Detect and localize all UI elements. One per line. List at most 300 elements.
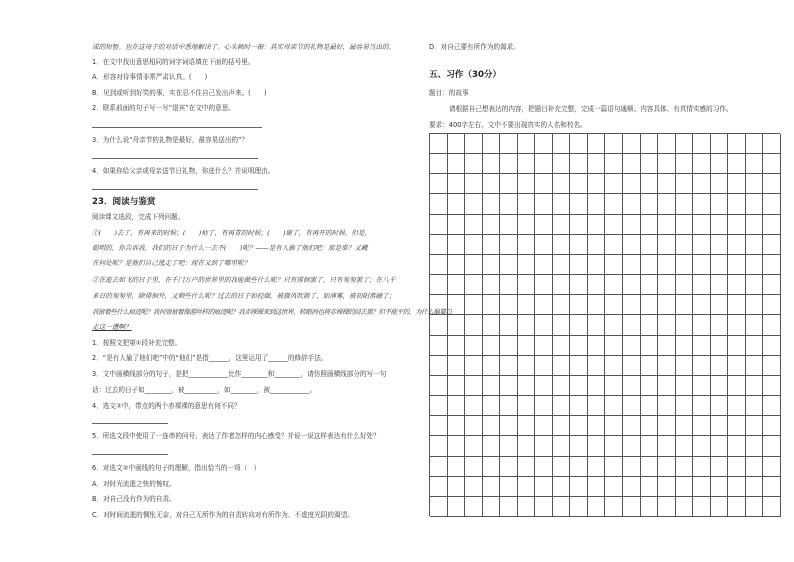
grid-cell[interactable] — [623, 315, 641, 334]
grid-cell[interactable] — [676, 356, 694, 375]
grid-cell[interactable] — [676, 497, 694, 516]
grid-cell[interactable] — [658, 275, 676, 294]
grid-cell[interactable] — [465, 356, 483, 375]
grid-cell[interactable] — [623, 275, 641, 294]
grid-cell[interactable] — [430, 154, 448, 173]
grid-cell[interactable] — [623, 336, 641, 355]
grid-cell[interactable] — [711, 255, 729, 274]
grid-cell[interactable] — [676, 457, 694, 476]
grid-cell[interactable] — [430, 235, 448, 254]
grid-cell[interactable] — [535, 356, 553, 375]
grid-cell[interactable] — [658, 194, 676, 213]
grid-cell[interactable] — [518, 436, 536, 455]
grid-cell[interactable] — [728, 134, 746, 153]
grid-cell[interactable] — [483, 356, 501, 375]
grid-cell[interactable] — [658, 215, 676, 234]
grid-cell[interactable] — [641, 235, 659, 254]
grid-cell[interactable] — [693, 436, 711, 455]
grid-cell[interactable] — [430, 275, 448, 294]
grid-cell[interactable] — [676, 255, 694, 274]
grid-cell[interactable] — [465, 315, 483, 334]
grid-cell[interactable] — [763, 477, 781, 496]
grid-cell[interactable] — [430, 255, 448, 274]
grid-cell[interactable] — [535, 275, 553, 294]
grid-cell[interactable] — [553, 497, 571, 516]
grid-cell[interactable] — [711, 295, 729, 314]
grid-cell[interactable] — [553, 174, 571, 193]
grid-cell[interactable] — [746, 235, 764, 254]
grid-cell[interactable] — [430, 174, 448, 193]
grid-cell[interactable] — [588, 154, 606, 173]
grid-cell[interactable] — [728, 215, 746, 234]
grid-cell[interactable] — [465, 215, 483, 234]
grid-cell[interactable] — [483, 134, 501, 153]
grid-cell[interactable] — [658, 477, 676, 496]
grid-cell[interactable] — [483, 154, 501, 173]
composition-grid[interactable] — [429, 133, 780, 516]
grid-cell[interactable] — [483, 477, 501, 496]
grid-cell[interactable] — [465, 416, 483, 435]
grid-cell[interactable] — [606, 376, 624, 395]
grid-cell[interactable] — [535, 497, 553, 516]
grid-cell[interactable] — [535, 396, 553, 415]
grid-cell[interactable] — [606, 235, 624, 254]
grid-cell[interactable] — [448, 315, 466, 334]
grid-cell[interactable] — [676, 215, 694, 234]
grid-cell[interactable] — [518, 295, 536, 314]
grid-cell[interactable] — [535, 174, 553, 193]
grid-cell[interactable] — [570, 315, 588, 334]
grid-cell[interactable] — [658, 174, 676, 193]
grid-cell[interactable] — [535, 315, 553, 334]
grid-cell[interactable] — [570, 457, 588, 476]
grid-cell[interactable] — [448, 376, 466, 395]
grid-cell[interactable] — [746, 376, 764, 395]
grid-cell[interactable] — [658, 315, 676, 334]
grid-cell[interactable] — [465, 235, 483, 254]
grid-cell[interactable] — [535, 134, 553, 153]
grid-cell[interactable] — [588, 255, 606, 274]
grid-cell[interactable] — [693, 477, 711, 496]
grid-cell[interactable] — [465, 436, 483, 455]
grid-cell[interactable] — [693, 457, 711, 476]
grid-cell[interactable] — [746, 315, 764, 334]
grid-cell[interactable] — [570, 356, 588, 375]
grid-cell[interactable] — [606, 255, 624, 274]
grid-cell[interactable] — [676, 436, 694, 455]
grid-cell[interactable] — [606, 154, 624, 173]
grid-cell[interactable] — [588, 295, 606, 314]
grid-cell[interactable] — [606, 315, 624, 334]
grid-cell[interactable] — [763, 497, 781, 516]
grid-cell[interactable] — [641, 436, 659, 455]
grid-cell[interactable] — [500, 215, 518, 234]
grid-cell[interactable] — [553, 356, 571, 375]
grid-cell[interactable] — [693, 255, 711, 274]
grid-cell[interactable] — [606, 396, 624, 415]
grid-cell[interactable] — [518, 275, 536, 294]
grid-cell[interactable] — [500, 174, 518, 193]
grid-cell[interactable] — [535, 477, 553, 496]
grid-cell[interactable] — [588, 396, 606, 415]
grid-cell[interactable] — [570, 255, 588, 274]
grid-cell[interactable] — [711, 315, 729, 334]
grid-cell[interactable] — [693, 174, 711, 193]
grid-cell[interactable] — [500, 356, 518, 375]
grid-cell[interactable] — [623, 356, 641, 375]
grid-cell[interactable] — [535, 295, 553, 314]
grid-cell[interactable] — [500, 275, 518, 294]
grid-cell[interactable] — [570, 295, 588, 314]
grid-cell[interactable] — [553, 255, 571, 274]
grid-cell[interactable] — [763, 376, 781, 395]
grid-cell[interactable] — [641, 315, 659, 334]
grid-cell[interactable] — [676, 416, 694, 435]
grid-cell[interactable] — [500, 457, 518, 476]
grid-cell[interactable] — [711, 497, 729, 516]
grid-cell[interactable] — [746, 194, 764, 213]
grid-cell[interactable] — [570, 134, 588, 153]
grid-cell[interactable] — [588, 457, 606, 476]
grid-cell[interactable] — [553, 396, 571, 415]
grid-cell[interactable] — [693, 315, 711, 334]
grid-cell[interactable] — [623, 457, 641, 476]
grid-cell[interactable] — [623, 215, 641, 234]
grid-cell[interactable] — [606, 416, 624, 435]
grid-cell[interactable] — [535, 376, 553, 395]
grid-cell[interactable] — [711, 336, 729, 355]
grid-cell[interactable] — [588, 235, 606, 254]
grid-cell[interactable] — [711, 396, 729, 415]
grid-cell[interactable] — [746, 436, 764, 455]
grid-cell[interactable] — [518, 457, 536, 476]
grid-cell[interactable] — [483, 436, 501, 455]
grid-cell[interactable] — [430, 396, 448, 415]
grid-cell[interactable] — [430, 376, 448, 395]
grid-cell[interactable] — [588, 376, 606, 395]
grid-cell[interactable] — [641, 174, 659, 193]
grid-cell[interactable] — [728, 396, 746, 415]
grid-cell[interactable] — [430, 295, 448, 314]
grid-cell[interactable] — [500, 396, 518, 415]
grid-cell[interactable] — [658, 134, 676, 153]
grid-cell[interactable] — [500, 436, 518, 455]
grid-cell[interactable] — [448, 194, 466, 213]
grid-cell[interactable] — [728, 356, 746, 375]
grid-cell[interactable] — [641, 356, 659, 375]
grid-cell[interactable] — [570, 376, 588, 395]
grid-cell[interactable] — [518, 416, 536, 435]
grid-cell[interactable] — [465, 477, 483, 496]
grid-cell[interactable] — [693, 154, 711, 173]
grid-cell[interactable] — [448, 436, 466, 455]
grid-cell[interactable] — [570, 497, 588, 516]
grid-cell[interactable] — [588, 356, 606, 375]
grid-cell[interactable] — [623, 235, 641, 254]
grid-cell[interactable] — [448, 477, 466, 496]
grid-cell[interactable] — [483, 194, 501, 213]
grid-cell[interactable] — [676, 315, 694, 334]
grid-cell[interactable] — [711, 416, 729, 435]
grid-cell[interactable] — [658, 416, 676, 435]
grid-cell[interactable] — [746, 215, 764, 234]
grid-cell[interactable] — [430, 336, 448, 355]
grid-cell[interactable] — [606, 477, 624, 496]
grid-cell[interactable] — [763, 275, 781, 294]
grid-cell[interactable] — [588, 336, 606, 355]
grid-cell[interactable] — [518, 356, 536, 375]
grid-cell[interactable] — [763, 235, 781, 254]
grid-cell[interactable] — [763, 315, 781, 334]
grid-cell[interactable] — [553, 154, 571, 173]
grid-cell[interactable] — [606, 457, 624, 476]
grid-cell[interactable] — [641, 497, 659, 516]
grid-cell[interactable] — [535, 154, 553, 173]
grid-cell[interactable] — [676, 134, 694, 153]
grid-cell[interactable] — [623, 255, 641, 274]
grid-cell[interactable] — [693, 275, 711, 294]
grid-cell[interactable] — [728, 194, 746, 213]
grid-cell[interactable] — [535, 436, 553, 455]
grid-cell[interactable] — [746, 396, 764, 415]
grid-cell[interactable] — [763, 295, 781, 314]
grid-cell[interactable] — [553, 295, 571, 314]
grid-cell[interactable] — [746, 416, 764, 435]
grid-cell[interactable] — [483, 336, 501, 355]
grid-cell[interactable] — [518, 174, 536, 193]
grid-cell[interactable] — [606, 174, 624, 193]
grid-cell[interactable] — [535, 215, 553, 234]
grid-cell[interactable] — [658, 154, 676, 173]
grid-cell[interactable] — [676, 235, 694, 254]
grid-cell[interactable] — [711, 457, 729, 476]
grid-cell[interactable] — [763, 174, 781, 193]
grid-cell[interactable] — [676, 477, 694, 496]
grid-cell[interactable] — [483, 457, 501, 476]
grid-cell[interactable] — [430, 477, 448, 496]
grid-cell[interactable] — [658, 255, 676, 274]
grid-cell[interactable] — [500, 477, 518, 496]
grid-cell[interactable] — [606, 497, 624, 516]
grid-cell[interactable] — [763, 154, 781, 173]
grid-cell[interactable] — [746, 174, 764, 193]
grid-cell[interactable] — [535, 235, 553, 254]
grid-cell[interactable] — [448, 275, 466, 294]
grid-cell[interactable] — [746, 134, 764, 153]
grid-cell[interactable] — [711, 134, 729, 153]
grid-cell[interactable] — [448, 295, 466, 314]
grid-cell[interactable] — [763, 194, 781, 213]
grid-cell[interactable] — [553, 376, 571, 395]
grid-cell[interactable] — [711, 436, 729, 455]
grid-cell[interactable] — [553, 215, 571, 234]
grid-cell[interactable] — [518, 255, 536, 274]
grid-cell[interactable] — [728, 315, 746, 334]
grid-cell[interactable] — [483, 376, 501, 395]
grid-cell[interactable] — [570, 416, 588, 435]
grid-cell[interactable] — [763, 215, 781, 234]
grid-cell[interactable] — [658, 497, 676, 516]
grid-cell[interactable] — [430, 315, 448, 334]
grid-cell[interactable] — [763, 336, 781, 355]
grid-cell[interactable] — [641, 457, 659, 476]
grid-cell[interactable] — [711, 174, 729, 193]
grid-cell[interactable] — [465, 194, 483, 213]
grid-cell[interactable] — [623, 497, 641, 516]
grid-cell[interactable] — [693, 416, 711, 435]
grid-cell[interactable] — [588, 275, 606, 294]
grid-cell[interactable] — [483, 396, 501, 415]
grid-cell[interactable] — [711, 215, 729, 234]
grid-cell[interactable] — [746, 457, 764, 476]
grid-cell[interactable] — [623, 436, 641, 455]
grid-cell[interactable] — [553, 436, 571, 455]
grid-cell[interactable] — [641, 416, 659, 435]
grid-cell[interactable] — [465, 336, 483, 355]
grid-cell[interactable] — [641, 336, 659, 355]
grid-cell[interactable] — [746, 336, 764, 355]
grid-cell[interactable] — [606, 215, 624, 234]
grid-cell[interactable] — [448, 336, 466, 355]
grid-cell[interactable] — [641, 215, 659, 234]
grid-cell[interactable] — [658, 235, 676, 254]
grid-cell[interactable] — [553, 477, 571, 496]
grid-cell[interactable] — [448, 497, 466, 516]
grid-cell[interactable] — [676, 376, 694, 395]
grid-cell[interactable] — [570, 436, 588, 455]
grid-cell[interactable] — [641, 275, 659, 294]
grid-cell[interactable] — [430, 457, 448, 476]
grid-cell[interactable] — [693, 376, 711, 395]
grid-cell[interactable] — [641, 295, 659, 314]
grid-cell[interactable] — [658, 356, 676, 375]
grid-cell[interactable] — [483, 255, 501, 274]
grid-cell[interactable] — [570, 477, 588, 496]
grid-cell[interactable] — [623, 154, 641, 173]
grid-cell[interactable] — [570, 336, 588, 355]
grid-cell[interactable] — [641, 255, 659, 274]
grid-cell[interactable] — [518, 477, 536, 496]
grid-cell[interactable] — [588, 134, 606, 153]
grid-cell[interactable] — [746, 477, 764, 496]
grid-cell[interactable] — [676, 194, 694, 213]
grid-cell[interactable] — [676, 336, 694, 355]
grid-cell[interactable] — [676, 295, 694, 314]
grid-cell[interactable] — [711, 194, 729, 213]
grid-cell[interactable] — [518, 235, 536, 254]
grid-cell[interactable] — [430, 215, 448, 234]
grid-cell[interactable] — [535, 336, 553, 355]
grid-cell[interactable] — [676, 275, 694, 294]
grid-cell[interactable] — [693, 336, 711, 355]
grid-cell[interactable] — [465, 295, 483, 314]
grid-cell[interactable] — [606, 275, 624, 294]
grid-cell[interactable] — [693, 194, 711, 213]
grid-cell[interactable] — [430, 194, 448, 213]
grid-cell[interactable] — [676, 396, 694, 415]
grid-cell[interactable] — [483, 174, 501, 193]
grid-cell[interactable] — [711, 275, 729, 294]
grid-cell[interactable] — [570, 235, 588, 254]
grid-cell[interactable] — [465, 457, 483, 476]
grid-cell[interactable] — [693, 396, 711, 415]
grid-cell[interactable] — [606, 336, 624, 355]
grid-cell[interactable] — [606, 295, 624, 314]
grid-cell[interactable] — [500, 336, 518, 355]
grid-cell[interactable] — [500, 497, 518, 516]
grid-cell[interactable] — [448, 356, 466, 375]
grid-cell[interactable] — [535, 255, 553, 274]
grid-cell[interactable] — [518, 215, 536, 234]
grid-cell[interactable] — [728, 376, 746, 395]
grid-cell[interactable] — [500, 235, 518, 254]
grid-cell[interactable] — [553, 134, 571, 153]
grid-cell[interactable] — [658, 336, 676, 355]
grid-cell[interactable] — [500, 154, 518, 173]
grid-cell[interactable] — [465, 376, 483, 395]
grid-cell[interactable] — [588, 215, 606, 234]
grid-cell[interactable] — [483, 295, 501, 314]
grid-cell[interactable] — [483, 416, 501, 435]
grid-cell[interactable] — [448, 154, 466, 173]
grid-cell[interactable] — [728, 154, 746, 173]
grid-cell[interactable] — [728, 235, 746, 254]
grid-cell[interactable] — [746, 154, 764, 173]
grid-cell[interactable] — [728, 255, 746, 274]
grid-cell[interactable] — [465, 396, 483, 415]
grid-cell[interactable] — [693, 356, 711, 375]
grid-cell[interactable] — [746, 255, 764, 274]
grid-cell[interactable] — [518, 315, 536, 334]
grid-cell[interactable] — [623, 134, 641, 153]
grid-cell[interactable] — [623, 295, 641, 314]
grid-cell[interactable] — [535, 194, 553, 213]
grid-cell[interactable] — [553, 275, 571, 294]
grid-cell[interactable] — [711, 376, 729, 395]
grid-cell[interactable] — [746, 275, 764, 294]
grid-cell[interactable] — [518, 134, 536, 153]
grid-cell[interactable] — [465, 255, 483, 274]
grid-cell[interactable] — [711, 235, 729, 254]
grid-cell[interactable] — [500, 255, 518, 274]
grid-cell[interactable] — [711, 356, 729, 375]
grid-cell[interactable] — [658, 457, 676, 476]
grid-cell[interactable] — [658, 295, 676, 314]
grid-cell[interactable] — [518, 336, 536, 355]
grid-cell[interactable] — [606, 134, 624, 153]
grid-cell[interactable] — [763, 396, 781, 415]
grid-cell[interactable] — [483, 275, 501, 294]
grid-cell[interactable] — [641, 477, 659, 496]
grid-cell[interactable] — [553, 194, 571, 213]
grid-cell[interactable] — [763, 416, 781, 435]
grid-cell[interactable] — [693, 497, 711, 516]
grid-cell[interactable] — [658, 436, 676, 455]
grid-cell[interactable] — [623, 396, 641, 415]
grid-cell[interactable] — [606, 436, 624, 455]
grid-cell[interactable] — [448, 134, 466, 153]
grid-cell[interactable] — [483, 215, 501, 234]
grid-cell[interactable] — [728, 457, 746, 476]
grid-cell[interactable] — [728, 174, 746, 193]
grid-cell[interactable] — [465, 497, 483, 516]
grid-cell[interactable] — [518, 497, 536, 516]
grid-cell[interactable] — [448, 396, 466, 415]
grid-cell[interactable] — [728, 436, 746, 455]
grid-cell[interactable] — [763, 255, 781, 274]
grid-cell[interactable] — [763, 436, 781, 455]
grid-cell[interactable] — [483, 315, 501, 334]
